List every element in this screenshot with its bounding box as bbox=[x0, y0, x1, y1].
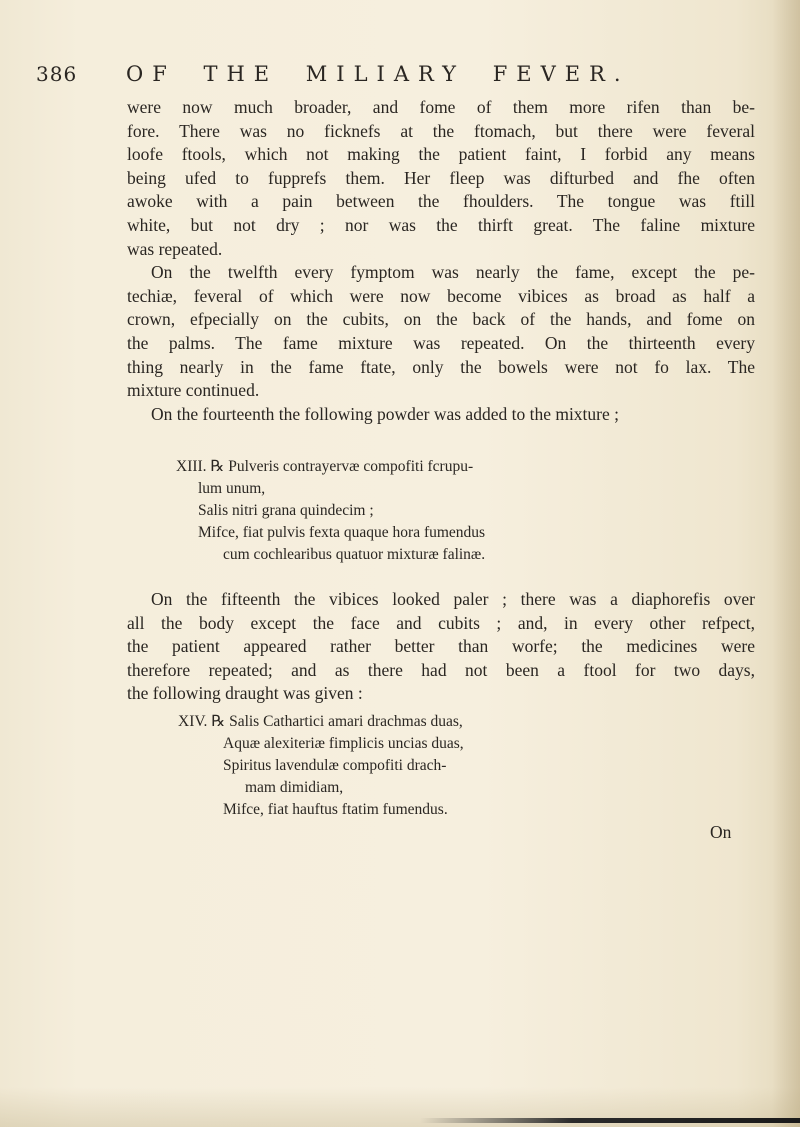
body-text-2 bbox=[127, 588, 755, 706]
paragraph-line: loofe ftools, which not making the patient faint, I forbid any means bbox=[127, 144, 755, 165]
paragraph-line: being ufed to fupprefs them. Her fleep was difturbed and fhe often bbox=[127, 167, 755, 188]
paragraph-line: awoke with a pain between the fhoulders. The tongue was ftill bbox=[127, 191, 755, 212]
running-title: OF THE MILIARY FEVER. bbox=[126, 62, 630, 86]
recipe-xiii bbox=[176, 456, 485, 566]
recipe-line: lum unum, bbox=[198, 480, 266, 497]
paragraph-line: fore. There was no ficknefs at the ftomach, but there were feveral bbox=[127, 120, 755, 141]
recipe-line: cum cochlearibus quatuor mixturæ falinæ. bbox=[223, 546, 486, 563]
paragraph-line: On the fourteenth the following powder was added to the mixture ; bbox=[151, 403, 620, 424]
catchword: On bbox=[710, 822, 732, 842]
paragraph-line: thing nearly in the fame ftate, only the bowels were not fo lax. The bbox=[127, 356, 755, 377]
paragraph-line: mixture continued. bbox=[127, 380, 260, 401]
paragraph-line: white, but not dry ; nor was the thirft great. The faline mixture bbox=[127, 214, 755, 235]
paragraph-line: the palms. The fame mixture was repeated. On the thirteenth every bbox=[127, 332, 755, 353]
recipe-line: mam dimidiam, bbox=[245, 779, 344, 796]
paragraph-line: were now much broader, and fome of them more rifen than be- bbox=[127, 97, 755, 117]
recipe-line: Aquæ alexiteriæ fimplicis uncias duas, bbox=[223, 735, 464, 752]
paragraph-line: the following draught was given : bbox=[127, 683, 363, 704]
page-edge-shadow bbox=[772, 0, 800, 1127]
paragraph-line: was repeated. bbox=[127, 238, 223, 259]
paragraph-line: On the twelfth every fymptom was nearly the fame, except the pe- bbox=[151, 262, 755, 283]
paragraph-line: all the body except the face and cubits ; and, in every other refpect, bbox=[127, 612, 755, 633]
running-head bbox=[0, 62, 800, 92]
paragraph-line: On the fifteenth the vibices looked paler ; there was a diaphorefis over bbox=[151, 589, 755, 609]
recipe-line: Mifce, fiat hauftus ftatim fumendus. bbox=[223, 801, 448, 818]
paragraph-line: the patient appeared rather better than worfe; the medicines were bbox=[127, 636, 755, 657]
bottom-rule bbox=[420, 1118, 800, 1123]
page-number: 386 bbox=[36, 62, 78, 86]
recipe-line: XIV. ℞ Salis Cathartici amari drachmas duas, bbox=[178, 713, 463, 730]
recipe-line: XIII. ℞ Pulveris contrayervæ compofiti fcrupu- bbox=[176, 458, 474, 475]
recipe-line: Salis nitri grana quindecim ; bbox=[198, 502, 374, 519]
body-text bbox=[127, 96, 755, 426]
recipe-line: Mifce, fiat pulvis fexta quaque hora fumendus bbox=[198, 524, 486, 541]
paragraph-line: crown, efpecially on the cubits, on the back of the hands, and fome on bbox=[127, 309, 755, 330]
recipe-xiv bbox=[178, 711, 464, 821]
recipe-line: Spiritus lavendulæ compofiti drach- bbox=[223, 757, 447, 774]
paragraph-line: therefore repeated; and as there had not been a ftool for two days, bbox=[127, 659, 755, 680]
paragraph-line: techiæ, feveral of which were now become vibices as broad as half a bbox=[127, 285, 755, 306]
